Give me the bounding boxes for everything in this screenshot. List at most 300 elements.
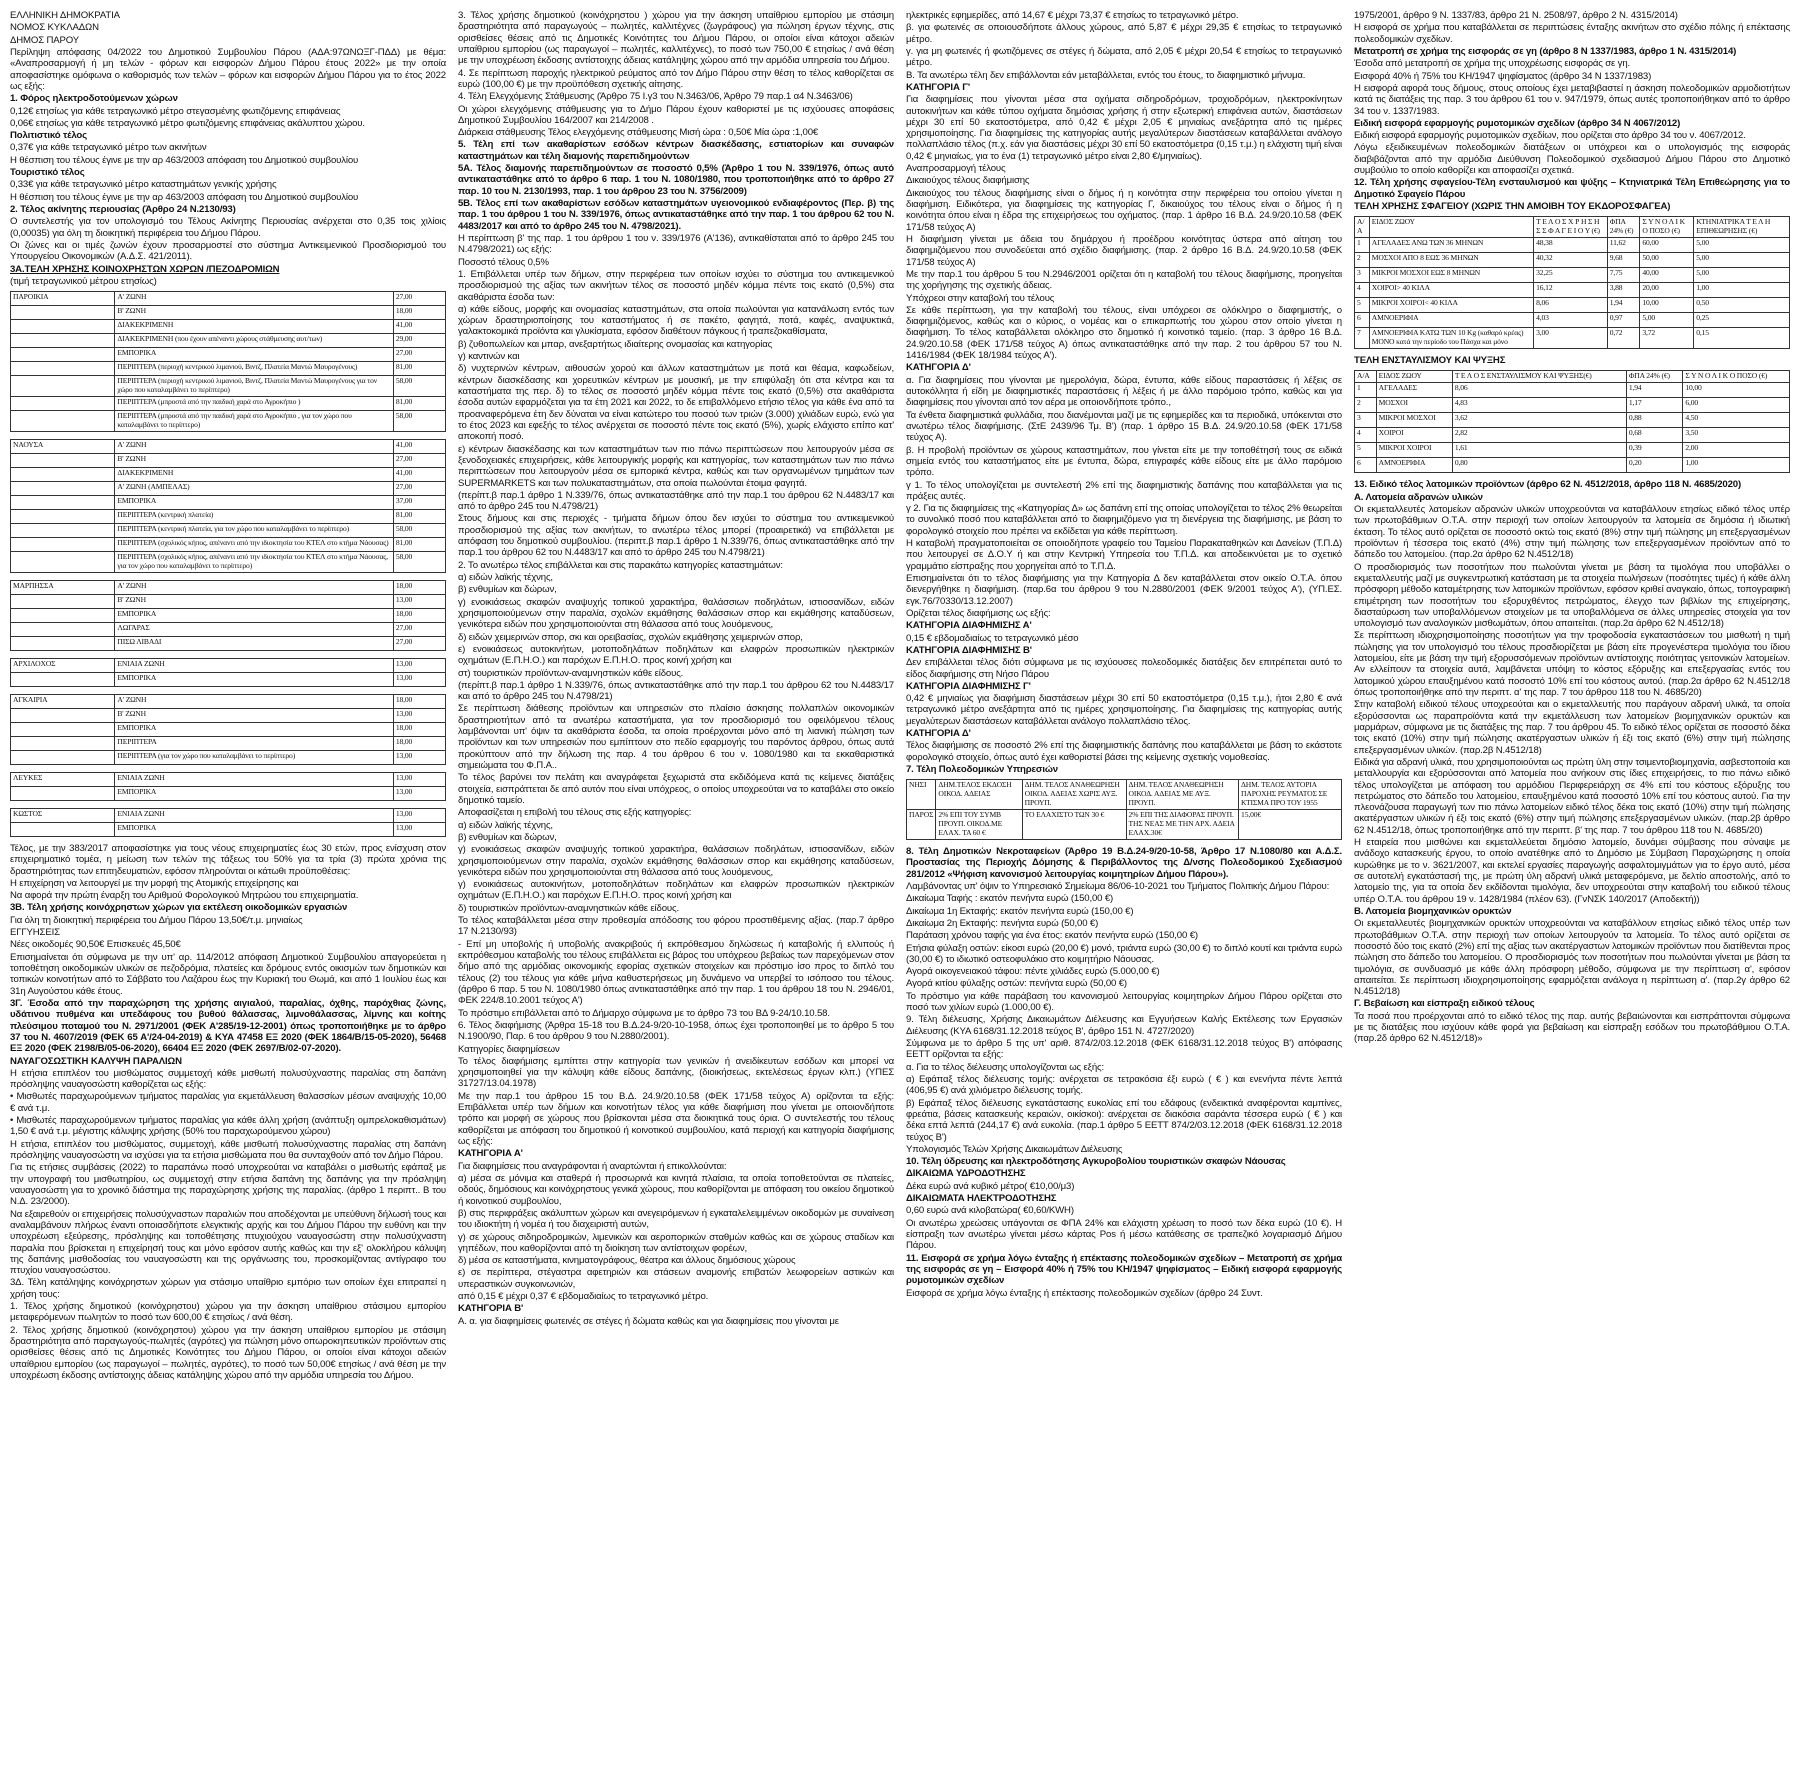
s1-text-e: Η θέσπιση του τέλους έγινε με την αρ 463/2003 απόφαση του Δημοτικού συμβουλίου xyxy=(10,154,359,166)
c2-p25: στ) τουριστικών προϊόντων-αναμνηστικών κάθε είδους. xyxy=(458,667,684,679)
zone-name: ΠΕΡΙΠΤΕΡΑ (σχολικός κήπος, απέναντι από την ιδιοκτησία του ΚΤΕΛ στο κτήμα Νάουσας) xyxy=(115,538,393,552)
category-a-heading: ΚΑΤΗΓΟΡΙΑ Α' xyxy=(458,1148,523,1160)
slaughter-table-row xyxy=(1355,328,1790,349)
s1-text-h: Η θέσπιση του τέλους έγινε με την αρ 463/2003 απόφαση του Δημοτικού συμβουλίου xyxy=(10,191,359,203)
zone-row xyxy=(11,538,446,552)
c3-p42: 9. Τέλη διέλευσης, Χρήσης Δικαιωμάτων Διέλευσης και Εγγυήσεων Καλής Εκτέλεσης των Εργασιών Διέλευσης (ΚΥΑ 6168/31.12.2018 τεύχος Β', άρθρο 151 Ν. 4727/2020) xyxy=(906,1014,1342,1037)
c2-p49: από 0,15 € μέχρι 0,37 € εβδομαδιαίως το τετραγωνικό μέτρο. xyxy=(458,1291,709,1303)
slaughter-table-cell: 5,00 xyxy=(1694,253,1790,268)
urban-table-cell: ΠΑΡΟΣ xyxy=(907,810,936,840)
c2-p24: ε) ενοικιάσεως αυτοκινήτων, μοτοποδηλάτων ποδηλάτων και ελαφρών προσωπικών ηλεκτρικών οχημάτων (Ε.Π.Η.Ο.) και παρόχων Ε.Π.Η.Ο. προς κοινή χρήση και xyxy=(458,643,894,667)
c2-p22: γ) ενοικιάσεως σκαφών αναψυχής τοπικού χαρακτήρα, θαλάσσιων ποδηλάτων, ιστιοσανίδων, ειδών χρησιμοποιούμενων στην παραλία, σχολών εκμάθησης θαλάσσιων σπορ και εκμάθησης καταδύσεων, γενικότερα ειδών που χρησιμοποιούνται στη θάλασσα από τους λουόμενους, xyxy=(458,596,894,631)
zone-price: 58,00 xyxy=(393,524,445,538)
zone-name: ΠΕΡΙΠΤΕΡΑ xyxy=(115,736,393,750)
stabling-table-row xyxy=(1355,428,1790,443)
c3-p2: β. για φωτεινές σε οποιουσδήποτε άλλους χώρους, από 5,87 € μέχρι 29,35 € ετησίως το τετραγωνικό μέτρο. xyxy=(906,22,1342,45)
urban-table-cell: 2% ΕΠΙ ΤΗΣ ΔΙΑΦΟΡΑΣ ΠΡΟΥΠ. ΤΗΣ ΝΕΑΣ ΜΕ ΤΗΝ ΑΡΧ. ΑΔΕΙΑ ΕΛΑΧ.30€ xyxy=(1126,810,1239,840)
zone-area xyxy=(11,672,115,686)
c2-p5: Διάρκεια στάθμευσης Τέλος ελεγχόμενης στάθμευσης Μισή ώρα : 0,50€ Μία ώρα :1,00€ xyxy=(458,127,819,139)
c2-p45: β) στις περιφράξεις ακάλυπτων χώρων και ανεγειρόμενων ή εγκαταλελειμμένων οικοδομών με συναίνεση του ιδιοκτήτη ή νομέα ή του διαχειριστή αυτών, xyxy=(458,1207,894,1231)
zone-row xyxy=(11,334,446,348)
urban-table-header: ΔΗΜ. ΤΕΛΟΣ ΑΥΤΟΡΙΑ ΠΑΡΟΧΗΣ ΡΕΥΜΑΤΟΣ ΣΕ ΚΤΙΣΜΑ ΠΡΟ ΤΟΥ 1955 xyxy=(1239,780,1342,810)
tourist-fee-heading: Τουριστικό τέλος xyxy=(10,167,85,179)
zone-area xyxy=(11,454,115,468)
zone-row xyxy=(11,510,446,524)
zone-name: ΠΕΡΙΠΤΕΡΑ (κεντρική πλατεία, για τον χώρο που καταλαμβάνει το περίπτερο) xyxy=(115,524,393,538)
c2-p4: Οι χώροι ελεγχόμενης στάθμευσης για το Δήμο Πάρου έχουν καθοριστεί με τις ισχύουσες αποφάσεις Δημοτικού Συμβουλίου 164/2007 και 214/2008 . xyxy=(458,103,894,126)
c2-p51: Α. α. για διαφημίσεις φωτεινές σε στέγες ή δώματα καθώς και για διαφημίσεις που γίνονται με xyxy=(458,1315,839,1327)
zone-name: Α' ΖΩΝΗ xyxy=(115,440,393,454)
c2-p20: α) ειδών λαϊκής τέχνης, xyxy=(458,572,553,583)
stabling-table-cell: ΑΜΝΟΕΡΙΦΙΑ xyxy=(1376,458,1452,473)
c2-p38: 6. Τέλος διαφήμισης (Άρθρα 15-18 του Β.Δ.24-9/20-10-1958, όπως έχει τροποποιηθεί με το άρθρο 5 του Ν.1900/90, Παρ. 6 του άρθρου 9 του Ν.2880/2001). xyxy=(458,1019,894,1043)
zone-price: 13,00 xyxy=(393,750,445,764)
stabling-table-header: Α/Α xyxy=(1355,371,1377,383)
stabling-table-cell: 0,68 xyxy=(1626,428,1682,443)
zone-name: Β' ΖΩΝΗ xyxy=(115,454,393,468)
stabling-table-row xyxy=(1355,443,1790,458)
slaughter-table-cell: 5,00 xyxy=(1694,238,1790,253)
c3-p36: Δικαίωμα 2η Εκταφής: πενήντα ευρώ (50,00 €) xyxy=(906,917,1099,929)
stabling-fees-heading: ΤΕΛΗ ΕΝΣΤΑΥΛΙΣΜΟΥ ΚΑΙ ΨΥΞΗΣ xyxy=(1354,355,1506,367)
slaughter-table-cell: 4 xyxy=(1355,283,1370,298)
stabling-table-cell: 6 xyxy=(1355,458,1377,473)
c2-p14: γ) καντινών και xyxy=(458,351,520,363)
zone-row xyxy=(11,764,446,772)
zone-price: 18,00 xyxy=(393,608,445,622)
c2-p2: 4. Σε περίπτωση παροχής ηλεκτρικού ρεύματος από τον Δήμο Πάρου στην θέση το τέλος καθορίζεται σε ευρώ (100,00 €) με την προϋπόθεση σχετικής αίτησης. xyxy=(458,67,894,90)
zone-price: 13,00 xyxy=(393,594,445,608)
c4-p2: Η εισφορά σε χρήμα που καταβάλλεται σε περιπτώσεις ένταξης ακινήτων στο σχέδιο πόλης ή επέκτασης πολεοδομικών σχεδίων. xyxy=(1354,22,1790,45)
category-c-heading: ΚΑΤΗΓΟΡΙΑ Γ' xyxy=(906,81,970,93)
zone-name: ΕΝΙΑΙΑ ΖΩΝΗ xyxy=(115,808,393,822)
zone-row xyxy=(11,650,446,658)
c3-p18: γ 1. Το τέλος υπολογίζεται με συντελεστή 2% επί της διαφημιστικής δαπάνης που καταβάλλεται για τις πράξεις αυτές. xyxy=(906,479,1342,502)
s3c-text-c: • Μισθωτές παραχωρούμενων τμήματος παραλίας για κάθε άλλη χρήση (ανάπτυξη ομπρελοκαθισμάτων) 1,50 € ανά τ.μ. μέγιστης κάλυψης χρήσης (50% του παραχωρούμενου χώρου) xyxy=(10,1115,446,1138)
slaughter-table-cell: 0,50 xyxy=(1694,298,1790,313)
zone-row xyxy=(11,397,446,411)
zone-name: Β' ΖΩΝΗ xyxy=(115,594,393,608)
c4-p5: Εισφορά 40% ή 75% του ΚΗ/1947 ψηφίσματος (άρθρο 34 Ν 1337/1983) xyxy=(1354,70,1652,82)
zone-row xyxy=(11,496,446,510)
zone-price: 58,00 xyxy=(393,411,445,432)
c3-p20: Η καταβολή πραγματοποιείται σε οποιοδήποτε γραφείο του Ταμείου Παρακαταθηκών και Δανείων (Τ.Π.Δ) που λειτουργεί σε Δ.Ο.Υ ή και στην Κεντρική Υπηρεσία του Τ.Π.Δ. και αποδεικνύεται με το σχετικό γραμμάτιο είσπραξης που χορηγείται από το Τ.Π.Δ. xyxy=(906,538,1342,572)
c3-p37: Παράταση χρόνου ταφής για ένα έτος: εκατόν πενήντα ευρώ (150,00 €) xyxy=(906,930,1198,942)
stabling-table-cell: 2,82 xyxy=(1452,428,1626,443)
stabling-table-cell: 4 xyxy=(1355,428,1377,443)
land-to-money-heading: Μετατροπή σε χρήμα της εισφοράς σε γη (άρθρο 8 Ν 1337/1983, άρθρο 1 Ν. 4315/2014) xyxy=(1354,45,1737,57)
slaughter-table-cell: 10,00 xyxy=(1640,298,1694,313)
c2-p44: α) μέσα σε μόνιμα και σταθερά ή προσωρινά και κινητά πλαίσια, τα οποία τοποθετούνται σε πλατείες, οδούς, δημόσιους και κοινόχρηστους γενικά χώρους, που καθορίζονται με απόφαση του οικείου δημοτικού ή κοινοτικού συμβουλίου, xyxy=(458,1172,894,1207)
slaughter-table-cell: 3,00 xyxy=(1534,328,1608,349)
c2-p27: Σε περίπτωση διάθεσης προϊόντων και υπηρεσιών στο πλαίσιο άσκησης πολλαπλών οικονομικών δραστηριοτήτων από τα ανωτέρω καταστήματα, για τον προσδιορισμό του οφειλόμενου τέλους λαμβάνονται υπ' όψιν τα ακαθάριστα έσοδα, τα οποία προέρχονται μόνο από τη λιανική πώληση των προϊόντων και των υπηρεσιών που εμπίπτουν στο πεδίο εφαρμογής του παρόντος άρθρου, όπως αυτά προκύπτουν από την δήλωση της παρ. 4 του άρθρου 6 του ν. 1080/1980 και τα εκκαθαριστικά σημειώματα του Φ.Π.Α.. xyxy=(458,703,894,771)
zone-spacer xyxy=(11,572,446,580)
slaughter-table-cell: 2 xyxy=(1355,253,1370,268)
zone-area xyxy=(11,552,115,573)
c4-p19: Ειδικά για αδρανή υλικά, που χρησιμοποιούνται ως πρώτη ύλη στην τσιμεντοβιομηχανία, ασβεστοποιία και μεταλλουργία και εξορύσσονται από λατομεία που ανήκουν στις ίδιες επιχειρήσεις, το πιο πάνω ειδικό τέλος υπολογίζεται με απόφαση του αρμόδιου Περιφερειάρχη σε 4% επί του κόστους εξόρυξης του πετρώματος στο δάπεδο του λατομείου, επαυξημένου κατά ποσοστό 10% επί του κόστους αυτού. Για την πλεονάζουσα παραγωγή των πιο πάνω λατομείων ειδικό τέλος δέκα τοις εκατό (10%) στην τιμή πώλησης ακατέργαστων υλικών ή έξι τοις εκατό (6%) στην τιμή πώλησης επεξεργασμένων υλικών. (παρ.2β άρθρο 62 Ν.4512/18, όπως τροποποιήθηκε από την περιπτ. β' της παρ. 7 του άρθρου 118 του Ν. 4685/20) xyxy=(1354,756,1790,836)
zone-row xyxy=(11,686,446,694)
slaughter-table-cell: ΑΜΝΟΕΡΙΦΙΑ xyxy=(1369,313,1533,328)
c2-p19: 2. Το ανωτέρω τέλος επιβάλλεται και στις παρακάτω κατηγορίες καταστημάτων: xyxy=(458,559,783,571)
zone-spacer xyxy=(11,800,446,808)
zone-row xyxy=(11,672,446,686)
stabling-table-cell: 0,88 xyxy=(1626,413,1682,428)
stabling-table-header: ΦΠΑ 24% (€) xyxy=(1626,371,1682,383)
zone-price: 81,00 xyxy=(393,362,445,376)
c3-p15: α. Για διαφημίσεις που γίνονται με ημερολόγια, δώρα, έντυπα, κάθε είδους παραστάσεις ή λέξεις σε αυτοκόλλητα ή είδη με διαφημιστικές παραστάσεις ή λέξεις ή με άλλο παρόμοιο τρόπο, καθώς και για διαφημίσεις που γίνονται από τον αέρα με οποιονδήποτε τρόπο., xyxy=(906,374,1342,409)
zone-area xyxy=(11,397,115,411)
stabling-table-cell: ΜΙΚΡΟΙ ΜΟΣΧΟΙ xyxy=(1376,413,1452,428)
slaughter-table-cell: 5,00 xyxy=(1694,268,1790,283)
slaughter-table-row xyxy=(1355,298,1790,313)
c4-p20: Η εταιρεία που μισθώνει και εκμεταλλεύεται δημόσιο λατομείο, δυνάμει σύμβασης που σύναψε με ανάδοχο κατασκευής έργου, το οποίο ανατέθηκε από το Δημόσιο με Σύμβαση Παραχώρησης η οποία κυρώθηκε με το ν. 3621/2007, και εκτελεί εργασίες παραγωγής ασφαλτομιγμάτων για το έργο αυτό, μέσα σε αυτοτελή εγκατάστασή της, με πρώτη ύλη αδρανή υλικά μεταφερόμενα, με δελτίο αποστολής, από το λατομείο της, για τα οποία δεν εκδίδονται τιμολόγια, δεν υποχρεούται στην καταβολή του ειδικού τέλους υπέρ Ο.Τ.Α. του άρθρου 19 ν. 1428/1984 (πλέον 63). (ΓνΝΣΚ 140/2017 (Αποδεκτή)) xyxy=(1354,837,1790,905)
stabling-table-cell: 4,50 xyxy=(1683,413,1790,428)
power-supply-heading: ΔΙΚΑΙΩΜΑΤΑ ΗΛΕΚΤΡΟΔΟΤΗΣΗΣ xyxy=(906,1193,1057,1205)
c4-p22: Οι εκμεταλλευτές βιομηχανικών ορυκτών υποχρεούνται να καταβάλλουν ετησίως ειδικό τέλος υπέρ των πρωτοβάθμιων Ο.Τ.Α. στην περιοχή των οποίων λειτουργούν τα λατομεία. Το τέλος αυτό ορίζεται σε ποσοστό δύο τοις εκατό (2%) επί της αξίας των ακατέργαστων λατομικών προϊόντων που διατίθενται προς πώληση στο δάπεδο του λατομείου. Ο προσδιορισμός των ποσοτήτων που πωλούνται γίνεται με βάση τα τιμολόγια, σε συνδυασμό με κάθε άλλη πρόσφορη μέθοδο, σύμφωνα με την περίπτωση α', εφόσον απαιτείται. Σε περίπτωση ιδιοχρησιμοποίησης εφαρμόζεται ανάλογα η περίπτωση α'. (παρ.2γ άρθρο 62 Ν.4512/18) xyxy=(1354,918,1790,998)
slaughter-table-cell: 40,32 xyxy=(1534,253,1608,268)
slaughter-table-header: ΦΠΑ 24% (€) xyxy=(1607,217,1640,238)
zone-price: 13,00 xyxy=(393,808,445,822)
column-1 xyxy=(10,10,446,1768)
stabling-table-cell: 0,20 xyxy=(1626,458,1682,473)
slaughter-table-cell: 1 xyxy=(1355,238,1370,253)
zone-area xyxy=(11,622,115,636)
slaughter-table-cell: 0,97 xyxy=(1607,313,1640,328)
zone-price: 27,00 xyxy=(393,292,445,306)
zone-area xyxy=(11,306,115,320)
zone-price: 13,00 xyxy=(393,658,445,672)
c3-p9: Δικαιούχος του τέλους διαφήμισης είναι ο δήμος ή η κοινότητα στην περιφέρεια του οποίου γίνεται η διαφήμιση. Ειδικότερα, για διαφημίσεις της κατηγορίας Γ, δικαιούχος του τέλους είναι ο δήμος ή η κοινότητα όπου είναι η έδρα της επιχειρήσεως του οχήματος. (παρ. 1 άρθρο 16 Β.Δ. 24.9/20.10.58 (ΦΕΚ 171/58 τεύχος Α) xyxy=(906,187,1342,233)
stabling-table-cell: 3,62 xyxy=(1452,413,1626,428)
c2-p18: Στους δήμους και στις περιοχές - τμήματα δήμων όπου δεν ισχύει το σύστημα του αντικειμενικού προσδιορισμού της αξίας των ακινήτων, το ανωτέρω τέλος μπορεί (προαιρετικά) να επιβάλλεται με απόφαση του δημοτικού συμβουλίου. (περιπτ.β παρ.1 άρθρο 1 Ν.339/76, όπως αντικαταστάθηκε από την παρ.1 του άρθρου 62 του Ν.4483/17 και από το άρθρο 245 του Ν.4798/21) xyxy=(458,513,894,559)
zone-row xyxy=(11,750,446,764)
zone-area xyxy=(11,482,115,496)
c2-p33: γ) ενοικιάσεως αυτοκινήτων, μοτοποδηλάτων ποδηλάτων και ελαφρών προσωπικών ηλεκτρικών οχημάτων (Ε.Π.Η.Ο.) και παρόχων Ε.Π.Η.Ο. προς κοινή χρήση και xyxy=(458,879,894,902)
slaughter-table-cell: 48,38 xyxy=(1534,238,1608,253)
s3c-text-b: • Μισθωτές παραχωρούμενων τμήματος παραλίας για εκμετάλλευση θαλασσίων μέσων αναψυχής 10,00 € ανά τ.μ. xyxy=(10,1091,446,1114)
zone-price: 27,00 xyxy=(393,622,445,636)
section-5b-heading: 5Β. Τέλος επί των ακαθαρίστων εσόδων καταστημάτων υγειονομικού ενδιαφέροντος (Περ. β) της παρ. 1 του άρθρου 1 του Ν. 339/1976, όπως αντικαταστάθηκε από την παρ. 1 του άρθρου 62 του Ν. 4483/2017 και από το άρθρο 245 του Ν. 4798/2021). xyxy=(458,198,894,232)
c2-p1: 3. Τέλος χρήσης δημοτικού (κοινόχρηστου ) χώρου για την άσκηση υπαίθριου εμπορίου με στάσιμη δραστηριότητα από παραγωγούς – πωλητές, καλλιτέχνες (ζωγράφους) για πώληση έργων τέχνης, στις ορισθείσες θέσεις από τις Δημοτικές Κοινότητες του Δήμου Πάρου, οι οποίοι είναι κάτοχοι αδειών υπαίθριου εμπορίου (ως παραγωγοί – πωλητές, καλλιτέχνες), το ποσό των 750,00 € ετησίως / ανά θέση με την υποχρέωση έκδοσης αντίστοιχης άδειας κατάληψης χώρου από την αρμόδια υπηρεσία του Δήμου. xyxy=(458,10,894,67)
stabling-table-cell: 3,50 xyxy=(1683,428,1790,443)
c3-p41: Το πρόστιμο για κάθε παράβαση του κανονισμού λειτουργίας κοιμητηρίων Δήμου Πάρου ορίζεται στο ποσό των χιλίων ευρώ (1.000,00 €). xyxy=(906,990,1342,1014)
stabling-table-cell: ΜΙΚΡΟΙ ΧΟΙΡΟΙ xyxy=(1376,443,1452,458)
c3-p40: Αγορά κιτίου φύλαξης οστών: πενήντα ευρώ (50,00 €) xyxy=(906,978,1127,990)
zone-area xyxy=(11,722,115,736)
zone-name: Α' ΖΩΝΗ (ΑΜΠΕΛΑΣ) xyxy=(115,482,393,496)
c2-p35: Το τέλος καταβάλλεται μέσα στην προθεσμία απόδοσης του φόρου προστιθέμενης αξίας. (παρ.7 άρθρο 17 Ν.2130/93) xyxy=(458,915,894,938)
zone-area: ΠΑΡΟΙΚΙΑ xyxy=(11,292,115,306)
slaughter-table-cell: 60,00 xyxy=(1640,238,1694,253)
slaughter-table-header: ΚΤΗΝΙΑΤΡΙΚΑ Τ Ε Λ Η ΕΠΙΘΕΩΡΗΣΗΣ (€) xyxy=(1694,217,1790,238)
slaughter-table-cell: 7,75 xyxy=(1607,268,1640,283)
urban-table-header: ΔΗΜ. ΤΕΛΟΣ ΑΝΑΘΕΩΡΗΣΗ ΟΙΚΟΔ. ΑΔΕΙΑΣ ΜΕ ΑΥΞ. ΠΡΟΥΠ. xyxy=(1126,780,1239,810)
c4-p18: Στην καταβολή ειδικού τέλους υποχρεούται και ο εκμεταλλευτής που παράγουν αδρανή υλικά, τα οποία εξορύσσονται ως παραπροϊόντα κατά την εκμετάλλευση των λατομείων βιομηχανικών ορυκτών και μαρμάρων, σύμφωνα με τις διατάξεις της παρ. 7 του άρθρου 45. Το ειδικό τέλος ορίζεται σε ποσοστό δέκα τοις εκατό (10%) στην τιμή πώλησης ακατέργαστων υλικών ή έξι τοις εκατό (6%) στην τιμή πώλησης επεξεργασμένων υλικών. (παρ.2β Ν.4512/18) xyxy=(1354,699,1790,756)
zone-row xyxy=(11,772,446,786)
zone-name: ΔΙΑΚΕΚΡΙΜΕΝΗ xyxy=(115,468,393,482)
guarantees-heading: ΕΓΓΥΗΣΕΙΣ xyxy=(10,927,60,939)
zone-price: 37,00 xyxy=(393,496,445,510)
slaughter-table-row xyxy=(1355,253,1790,268)
slaughter-table-cell: ΑΓΕΛΑΔΕΣ ΑΝΩ ΤΩΝ 36 ΜΗΝΩΝ xyxy=(1369,238,1533,253)
zone-row xyxy=(11,708,446,722)
urban-table-header: ΔΗΜ.ΤΕΛΟΣ ΕΚΔΟΣΗ ΟΙΚΟΔ. ΑΔΕΙΑΣ xyxy=(936,780,1022,810)
c3-p44: α. Για το τέλος διέλευσης υπολογίζονται ως εξής: xyxy=(906,1061,1104,1073)
zone-name: ΕΜΠΟΡΙΚΑ xyxy=(115,672,393,686)
zone-area xyxy=(11,468,115,482)
s3d-text-1: 1. Τέλος χρήσης δημοτικού (κοινόχρηστου) χώρου για την άσκηση υπαίθριου στάσιμου εμπορίου μεταφερόμενων πωλητών το ποσό των 600,00 € ετησίως / ανά θέση. xyxy=(10,1301,446,1324)
zone-row xyxy=(11,786,446,800)
slaughter-table-cell: 4,03 xyxy=(1534,313,1608,328)
c4-p9: Λόγω εξειδικευμένων πολεοδομικών διατάξεων οι υπόχρεοι και ο υπολογισμός της εισφοράς διαβιβάζονται από την αρμόδια Διεύθυνση Πολεοδομικού σχεδιασμού Δήμου Πάρου στο Δημοτικό συμβούλιο το οποίο καθορίζει και αποφασίζει σχετικά. xyxy=(1354,142,1790,177)
c3-p46: β) Εφάπαξ τέλος διέλευσης εγκατάστασης ευκολίας επί του εδάφους (ενδεικτικά αναφέρονται καμπίνες, φρεάτια, βάσεις κατασκευής κεραιών, οικίσκοι): ανέρχεται σε διακόσια σαράντα τέσσερα ευρώ ( € ) και δέκα επτά λεπτά (244,17 €) ανά ευκολία. (παρ.1 άρθρο 5 ΕΕΤΤ 874/2/03.12.2018 (ΦΕΚ 6168/31.12.2018 τεύχος Β') xyxy=(906,1097,1342,1143)
c3-p7: Αναπροσαρμογή τέλους xyxy=(906,163,1006,175)
zone-area xyxy=(11,708,115,722)
zone-row xyxy=(11,736,446,750)
c3-p8: Δικαιούχος τέλους διαφήμισης xyxy=(906,175,1030,187)
c3-p1: ηλεκτρικές εφημερίδες, από 14,67 € μέχρι 73,37 € ετησίως το τετραγωνικό μέτρο. xyxy=(906,10,1239,21)
zone-row xyxy=(11,432,446,440)
zone-price: 41,00 xyxy=(393,440,445,454)
zone-row xyxy=(11,608,446,622)
zone-name: ΠΕΡΙΠΤΕΡΑ (μπροστά από την παιδική χαρά στο Αγροκήπιο , για τον χώρο που καταλαμβάνει το περίπτερο) xyxy=(115,411,393,432)
header-prefecture: ΝΟΜΟΣ ΚΥΚΛΑΔΩΝ xyxy=(10,22,99,34)
c2-p46: γ) σε χώρους σιδηροδρομικών, λιμενικών και αεροπορικών σταθμών καθώς και σε χώρους σταδίων και γηπέδων, που καθορίζονται από τη διοίκηση των αντίστοιχων φορέων, xyxy=(458,1231,894,1254)
zone-name: Β' ΖΩΝΗ xyxy=(115,306,393,320)
zone-row xyxy=(11,722,446,736)
slaughter-table-row xyxy=(1355,268,1790,283)
stabling-table-cell: ΑΓΕΛΑΔΕΣ xyxy=(1376,383,1452,398)
s3b-text-d: Επισημαίνεται ότι σύμφωνα με την υπ' αρ. 114/2012 απόφαση Δημοτικού Συμβουλίου απαγορεύεται η τοποθέτηση οικοδομικών υλικών σε πεζοδρόμια, πλατείες και δρόμους εντός οικισμών των δημοτικών και τοπικών κοινοτήτων από το Σάββατο του Λαζάρου έως την Κυριακή του Θωμά, και από 1 Ιουλίου έως και 31η Αυγούστου κάθε έτους. xyxy=(10,951,446,997)
zone-price: 13,00 xyxy=(393,708,445,722)
zone-row xyxy=(11,658,446,672)
slaughterhouse-fees-table xyxy=(1354,216,1790,349)
c2-p23: δ) ειδών χειμερινών σπορ, σκι και ορειβασίας, σχολών εκμάθησης χειμερινών σπορ, xyxy=(458,631,803,643)
water-supply-heading: ΔΙΚΑΙΩΜΑ ΥΔΡΟΔΟΤΗΣΗΣ xyxy=(906,1168,1026,1180)
stabling-table-row xyxy=(1355,458,1790,473)
c2-p39: Κατηγορίες διαφημίσεων xyxy=(458,1043,560,1055)
s2-text-b: Οι ζώνες και οι τιμές ζωνών έχουν προσαρμοστεί στο σύστημα Αντικειμενικού Προσδιορισμού του Υπουργείου Οικονομικών (Α.Δ.Σ. 421/2011). xyxy=(10,239,446,263)
slaughter-table-cell: 1,94 xyxy=(1607,298,1640,313)
header-republic: ΕΛΛΗΝΙΚΗ ΔΗΜΟΚΡΑΤΙΑ xyxy=(10,10,120,21)
zone-row xyxy=(11,482,446,496)
young-entrepreneurs-text: Τέλος, με την 383/2017 αποφασίστηκε για τους νέους επιχειρηματίες έως 30 ετών, προς ενίσχυση στον επιχειρηματικό τομέα, η μείωση των τελών της τάξεως του 50% για τα τρία (3) πρώτα χρόνια της δραστηριότητας των επιτηδευματιών, εφόσον πληρούνται οι κάτωθι προϋποθέσεις: xyxy=(10,842,446,877)
c3-p4: Β. Τα ανωτέρω τέλη δεν επιβάλλονται εάν μεταβάλλεται, εντός του έτους, το διαφημιστικό μήνυμα. xyxy=(906,69,1306,81)
stabling-table-header: Σ Υ Ν Ο Λ Ι Κ Ο ΠΟΣΟ (€) xyxy=(1683,371,1790,383)
special-contribution-heading: Ειδική εισφορά εφαρμογής ρυμοτομικών σχεδίων (άρθρο 34 Ν 4067/2012) xyxy=(1354,117,1681,129)
s2-text-a: Ο συντελεστής για τον υπολογισμό του Τέλους Ακίνητης Περιουσίας ανέρχεται στο 0,35 τοις χιλίοις (0,00035) για όλη τη διοικητική περιφέρεια του Δήμου Πάρου. xyxy=(10,216,446,239)
condition-2: Να αφορά την πρώτη έναρξη του Αριθμού Φορολογικού Μητρώου του επιχειρηματία. xyxy=(10,890,359,902)
c3-p43: Σύμφωνα με το άρθρο 5 της υπ' αριθ. 874/2/03.12.2018 (ΦΕΚ 6168/31.12.2018 τεύχος Β') απόφασης ΕΕΤΤ ορίζονται τα εξής: xyxy=(906,1038,1342,1061)
c4-p17: Σε περίπτωση ιδιοχρησιμοποίησης ποσοτήτων για την τροφοδοσία εγκαταστάσεων του μισθωτή η τιμή πώλησης για τον υπολογισμό του τέλους προσδιορίζεται με βάση είτε προγενέστερα τιμολόγια του ίδιου λατομείου, είτε με βάση την τιμή εξορυσσόμενων προϊόντων αντίστοιχης ποιότητας γειτονικών λατομείων. Αν ελλείπουν τα στοιχεία αυτά, λαμβάνεται υπόψη το κόστος εξόρυξης και επεξεργασίας εντός του λατομικού χώρου επαυξημένου κατά ποσοστό 10% επί του κόστους αυτού. (παρ.2α άρθρο 62 Ν.4512/18 όπως τροποποιήθηκε από την περιπτ. α' της παρ. 7 του άρθρου 118 του Ν. 4685/20) xyxy=(1354,630,1790,699)
c2-p31: β) ενθυμίων και δώρων, xyxy=(458,831,557,843)
c3-p50: Δέκα ευρώ ανά κυβικό μέτρο( €10,00/μ3) xyxy=(906,1180,1075,1192)
zone-row xyxy=(11,524,446,538)
zone-name: ΕΜΠΟΡΙΚΑ xyxy=(115,348,393,362)
zone-area xyxy=(11,334,115,348)
zone-spacer xyxy=(11,650,446,658)
zone-area xyxy=(11,524,115,538)
header-municipality: ΔΗΜΟΣ ΠΑΡΟΥ xyxy=(10,34,80,46)
c3-p33: Λαμβάνοντας υπ' όψιν το Υπηρεσιακό Σημείωμα 86/06-10-2021 του Τμήματος Πολιτικής Δήμου Πάρου: xyxy=(906,880,1330,892)
slaughter-table-header: Α/Α xyxy=(1355,217,1370,238)
c2-p10: Ποσοστό τέλους 0,5% xyxy=(458,256,549,268)
zone-price: 41,00 xyxy=(393,320,445,334)
section-11-heading: 11. Εισφορά σε χρήμα λόγω ένταξης ή επέκτασης πολεοδομικών σχεδίων – Μετατροπή σε χρήμα της εισφοράς σε γη – Εισφορά 40% ή 75% του ΚΗ/1947 ψηφίσματος – Ειδική εισφορά εφαρμογής ρυμοτομικών σχεδίων xyxy=(906,1252,1342,1287)
c3-p45: α) Εφάπαξ τέλος διέλευσης τομής: ανέρχεται σε τετρακόσια έξι ευρώ ( € ) και ενενήντα πέντε λεπτά (406,95 €) ανά χιλιόμετρο διέλευσης τομής. xyxy=(906,1073,1342,1097)
c3-p35: Δικαίωμα 1η Εκταφής: εκατόν πενήντα ευρώ (150,00 €) xyxy=(906,905,1134,917)
s1-text-g: 0,33€ για κάθε τετραγωνικό μέτρο καταστημάτων γενικής χρήσης xyxy=(10,179,277,191)
c2-p11: 1. Επιβάλλεται υπέρ των δήμων, στην περιφέρεια των οποίων ισχύει το σύστημα του αντικειμενικού προσδιορισμού της αξίας των ακινήτων τέλος σε ποσοστό μηδέν κόμμα πέντε τοις εκατό (0,5%) στα ακαθάριστα έσοδα των: xyxy=(458,268,894,303)
zone-row xyxy=(11,822,446,836)
zone-row xyxy=(11,808,446,822)
zone-price: 27,00 xyxy=(393,636,445,650)
category-b-heading: ΚΑΤΗΓΟΡΙΑ Β' xyxy=(458,1303,524,1315)
slaughter-table-cell: 5,00 xyxy=(1640,313,1694,328)
c2-p3: 4. Τέλη Ελεγχόμενης Στάθμευσης (Άρθρο 75 Ι.γ3 του Ν.3463/06, Άρθρο 79 παρ.1 α4 Ν.3463/06) xyxy=(458,91,853,103)
c3-p10: Η διαφήμιση γίνεται με άδεια του δημάρχου ή προέδρου κοινότητας ύστερα από αίτηση του διαφημιζόμενου που συνοδεύεται από σχέδιο διαφήμισης. (παρ. 2 άρθρο 16 Β.Δ. 24.9/20.10.58 (ΦΕΚ 171/58 τεύχος Α) xyxy=(906,233,1342,268)
stabling-fees-table xyxy=(1354,370,1790,473)
stabling-table-cell: 0,80 xyxy=(1452,458,1626,473)
stabling-table-row xyxy=(1355,383,1790,398)
c3-p47: Υπολογισμός Τελών Χρήσης Δικαιωμάτων Διέλευσης xyxy=(906,1143,1123,1155)
c2-p41: Με την παρ.1 του άρθρου 15 του Β.Δ. 24.9/20.10.58 (ΦΕΚ 171/58 τεύχος Α) ορίζονται τα εξής: Επιβάλλεται υπέρ των δήμων και κοινοτήτων τέλος για κάθε διαφήμιση που γίνεται με οποιονδήποτε τρόπο και μορφή σε χώρους που βρίσκονται μέσα στα διοικητικά τους όρια. Ο συντελεστής του τέλους καθορίζεται με απόφαση του δημοτικού ή κοινοτικού συμβουλίου, κατά περιοχή και κατηγορία διαφήμισης ως εξής: xyxy=(458,1090,894,1147)
zone-price: 58,00 xyxy=(393,376,445,397)
zone-area: ΛΕΥΚΕΣ xyxy=(11,772,115,786)
zone-name: ΔΙΑΚΕΚΡΙΜΕΝΗ xyxy=(115,320,393,334)
ad-category-a-heading: ΚΑΤΗΓΟΡΙΑ ΔΙΑΦΗΜΙΣΗΣ Α' xyxy=(906,620,1032,632)
slaughter-table-row xyxy=(1355,238,1790,253)
c4-p4: Έσοδα από μετατροπή σε χρήμα της υποχρέωσης εισφοράς σε γη. xyxy=(1354,58,1631,70)
zone-row xyxy=(11,800,446,808)
c3-p6: Για διαφημίσεις που γίνονται μέσα στα οχήματα σιδηροδρόμων, τροχιοδρόμων, ηλεκτροκίνητων αυτοκινήτων και κάθε τύπου οχήματα δημόσιας χρήσης ή στην εξωτερική επιφάνεια αυτών, διαστάσεων μέχρι 30 επί 50 εκατοστόμετρα, από 0,42 € μέχρι 2,05 € μηνιαίως ανεξάρτητα από τις ημέρες χρησιμοποίησης. Για διαφημίσεις της κατηγορίας αυτής μεγαλύτερων διαστάσεων καταβάλλεται ανάλογο πολλαπλάσιο τέλος (π.χ. εάν για διαστάσεις μέχρι 30 επί 50 εκατοστόμετρα (0,15 τ.μ.) η ελάχιστη τιμή είναι 0,42 € μηνιαίως, για το ένα (1) τετραγωνικό μέτρο είναι 2,80 €/μηνιαίως). xyxy=(906,94,1342,162)
c4-p1: 1975/2001, άρθρο 9 Ν. 1337/83, άρθρο 21 Ν. 2508/97, άρθρο 2 Ν. 4315/2014) xyxy=(1354,10,1678,21)
c3-p55: Εισφορά σε χρήμα λόγω ένταξης ή επέκτασης πολεοδομικών σχεδίων (άρθρο 24 Συντ. xyxy=(906,1287,1263,1299)
slaughter-table-cell: ΧΟΙΡΟΙ> 40 ΚΙΛΑ xyxy=(1369,283,1533,298)
zone-price: 13,00 xyxy=(393,672,445,686)
urban-table-header: ΔΗΜ. ΤΕΛΟΣ ΑΝΑΘΕΩΡΗΣΗ ΟΙΚΟΔ. ΑΔΕΙΑΣ ΧΩΡΙΣ ΑΥΞ. ΠΡΟΥΠ. xyxy=(1022,780,1126,810)
zone-area: ΚΩΣΤΟΣ xyxy=(11,808,115,822)
c3-p52: 0,60 ευρώ ανά κιλοβατώρα( €0,60/KWH) xyxy=(906,1205,1074,1217)
zone-row xyxy=(11,580,446,594)
c3-p39: Αγορά οικογενειακού τάφου: πέντε χιλιάδες ευρώ (5.000,00 €) xyxy=(906,966,1160,978)
c2-p12: α) κάθε είδους, μορφής και ονομασίας καταστημάτων, στα οποία πωλούνται για κατανάλωση εντός των χώρων δραστηριοποίησης του καταστήματος ή σε πακέτο, φαγητά, ποτά, καφές, αναψυκτικά, γαλακτοκομικά προϊόντα και γλυκίσματα, εφόσον διαθέτουν πάγκους ή τραπεζοκαθίσματα, xyxy=(458,303,894,338)
zone-area: ΝΑΟΥΣΑ xyxy=(11,440,115,454)
zone-area xyxy=(11,411,115,432)
zone-spacer xyxy=(11,764,446,772)
zone-price: 58,00 xyxy=(393,552,445,573)
slaughter-table-cell: 5 xyxy=(1355,298,1370,313)
zone-name: ΠΕΡΙΠΤΕΡΑ (περιοχή κεντρικού λιμανιού, Βιντζ, Πλατεία Μαντώ Μαυρογένους για τον χώρο που καταλαμβάνει το περίπτερο) xyxy=(115,376,393,397)
zone-row xyxy=(11,348,446,362)
lifeguard-heading: ΝΑΥΑΓΟΣΩΣΤΙΚΗ ΚΑΛΥΨΗ ΠΑΡΑΛΙΩΝ xyxy=(10,1055,182,1067)
stabling-table-cell: 10,00 xyxy=(1683,383,1790,398)
zone-price: 27,00 xyxy=(393,482,445,496)
c2-p16: ε) κέντρων διασκέδασης και των καταστημάτων των πιο πάνω περιπτώσεων που λειτουργούν μέσα σε ξενοδοχειακές επιχειρήσεις, κάθε λειτουργικής μορφής και κατηγορίας, των καταστημάτων των πιο πάνω περιπτώσεων που λειτουργούν μέσα σε εμπορικά κέντρα, καθώς και των οργανωμένων τμημάτων των SUPERMARKETS και των πολυκαταστημάτων, στα οποία πωλούνται έτοιμα φαγητά. xyxy=(458,443,894,489)
s3c-text-e: Για τις ετήσιες συμβάσεις (2022) το παραπάνω ποσό υποχρεούται να καταβάλει ο μισθωτής εφάπαξ με την υπογραφή του μισθωτηρίου, ως συμμετοχή στην ετήσια δαπάνη της δαπάνης για την πρόσληψη ναυαγοσώστη για το χρονικό διάστημα της παραχώρησης χρήσης της παραλίας. (άρθρο 1 περιπτ.. Β του Ν.Δ. 23/2000). xyxy=(10,1162,446,1208)
zone-name: ΔΙΑΚΕΚΡΙΜΕΝΗ (που έχουν απέναντι χώρους στάθμευσης αυτ/των) xyxy=(115,334,393,348)
zone-area xyxy=(11,608,115,622)
c3-p16: Τα ένθετα διαφημιστικά φυλλάδια, που διανέμονται μαζί με τις εφημερίδες και τα περιοδικά, υπόκεινται στο ανωτέρω τέλος διαφήμισης. (ΣτΕ 2439/96 Τμ. Β') (παρ. 1 άρθρο 15 Β.Δ. 24.9/20.10.58 (ΦΕΚ 171/58 τεύχος Α). xyxy=(906,409,1342,444)
zone-area xyxy=(11,786,115,800)
zone-row xyxy=(11,306,446,320)
slaughter-table-cell: 0,25 xyxy=(1694,313,1790,328)
s1-text-a: 0,12€ ετησίως για κάθε τετραγωνικό μέτρο στεγασμένης φωτιζόμενης επιφάνειας xyxy=(10,105,341,117)
zone-name: Β' ΖΩΝΗ xyxy=(115,708,393,722)
c2-p47: δ) μέσα σε καταστήματα, κινηματογράφους, θέατρα και άλλους δημόσιους χώρους xyxy=(458,1255,796,1267)
zone-price: 18,00 xyxy=(393,736,445,750)
zone-row xyxy=(11,622,446,636)
stabling-table-cell: 3 xyxy=(1355,413,1377,428)
stabling-table-cell: 5 xyxy=(1355,443,1377,458)
zone-price: 13,00 xyxy=(393,786,445,800)
urban-planning-fees-table xyxy=(906,779,1342,840)
zone-spacer xyxy=(11,432,446,440)
zone-area: ΜΑΡΠΗΣΣΑ xyxy=(11,580,115,594)
slaughter-table-cell: 40,00 xyxy=(1640,268,1694,283)
stabling-table-cell: 1 xyxy=(1355,383,1377,398)
zone-price: 81,00 xyxy=(393,397,445,411)
zone-name: ΛΩΓΑΡΑΣ xyxy=(115,622,393,636)
zone-price: 29,00 xyxy=(393,334,445,348)
zone-name: ΕΜΠΟΡΙΚΑ xyxy=(115,822,393,836)
urban-table-header: ΝΗΣΙ xyxy=(907,780,936,810)
ad-category-d-heading: ΚΑΤΗΓΟΡΙΑ Δ' xyxy=(906,728,971,740)
zone-row xyxy=(11,572,446,580)
zone-area: ΑΡΧΙΛΟΧΟΣ xyxy=(11,658,115,672)
zone-price: 18,00 xyxy=(393,306,445,320)
s1-text-d: 0,37€ για κάθε τετραγωνικό μέτρο των ακινήτων xyxy=(10,142,207,154)
c3-p12: Υπόχρεοι στην καταβολή του τέλους xyxy=(906,292,1055,304)
slaughter-table-cell: ΑΜΝΟΕΡΙΦΙΑ ΚΑΤΩ ΤΩΝ 10 Kg (καθαρό κρέας) ΜΟΝΟ κατά την περίοδο του Πάσχα και μόνο xyxy=(1369,328,1533,349)
c2-p15: δ) νυχτερινών κέντρων, αιθουσών χορού και άλλων καταστημάτων με ποτά και θέαμα, καφωδείων, κέντρων διασκέδασης και χορευτικών κέντρων με μουσική, με την επιφύλαξη ότι στα κέντρα και τα καταστήματα της περ. δ) το τέλος σε ποσοστό μηδέν κόμμα πέντε τοις εκατό (0,5%) στα ακαθάριστα έσοδα αυτών εφαρμόζεται για τα έτη 2021 και 2022, το δε επιβαλλόμενο ετήσιο τέλος για κάθε ένα από τα προαναφερόμενα έτη δεν δύναται να είναι κατώτερο του ποσού των τριών (3.000) χιλιάδων ευρώ, ενώ για το έτος 2023 και εφεξής το τέλος ανέρχεται σε ποσοστό πέντε τοις εκατό (5%), χωρίς ελάχιστο επίπο κατ' αποκοπή ποσό. xyxy=(458,363,894,443)
zone-price: 81,00 xyxy=(393,538,445,552)
zone-row xyxy=(11,440,446,454)
zone-name: ΕΝΙΑΙΑ ΖΩΝΗ xyxy=(115,772,393,786)
zone-row xyxy=(11,468,446,482)
zone-price: 13,00 xyxy=(393,822,445,836)
slaughter-table-cell: 0,72 xyxy=(1607,328,1640,349)
zone-name: ΠΕΡΙΠΤΕΡΑ (για τον χώρο που καταλαμβάνει το περίπτερο) xyxy=(115,750,393,764)
s3c-text-f: Να εξαιρεθούν οι επιχειρήσεις πολυσύχναστων παραλιών που αποδέχονται με υπεύθυνη δήλωσή τους και αναλαμβάνουν πλήρως έναντι οποιασδήποτε ελεγκτικής αρχής και του Δήμου Πάρου την ευθύνη και την υποχρέωση εξεύρεσης, πρόσληψης και τοποθέτησης πτυχιούχου ναυαγοσώστη στην πολυσύχναστη παραλία που βρίσκεται η επιχείρησή τους και μόνο εφόσον αυτής καθώς και την εξ' ολοκλήρου κάλυψη της δαπάνης μισθοδοσίας του ναυαγοσώστη και της οργάνωσης του, προσκομίζοντας αντίγραφο του πτυχίου ναυαγοσώστου. xyxy=(10,1208,446,1277)
zone-row xyxy=(11,320,446,334)
slaughter-table-cell: 3,72 xyxy=(1640,328,1694,349)
c3-p3: γ. για μη φωτεινές ή φωτιζόμενες σε στέγες ή δώματα, από 2,05 € μέχρι 20,54 € ετησίως το τετραγωνικό μέτρο. xyxy=(906,45,1342,69)
c2-p36: - Επί μη υποβολής ή υποβολής ανακριβούς ή εκπρόθεσμου δηλώσεως ή καταβολής ή ελλιπούς ή εκπρόθεσμου καταβολής του τέλους επιβάλλεται εις βάρος του υπόχρεου βεβαίως των παρεχόμενων στον δήμο από της αρμόδιας οικονομικής εφορίας σχετικών στοιχείων και πρόστιμο ίσο προς το διπλό του τέλους (2) του τέλους για κάθε μήνα καθυστερήσεως μη δυνάμενο να υπερβεί το ισόποσο του τέλους. (άρθρο 6 παρ. 5 του Ν. 1080/1980 όπως αντικαταστάθηκε από την παρ. 1 του άρθρου 18 του Ν. 2946/01, ΦΕΚ 224/8.10.2001 τεύχος Α') xyxy=(458,938,894,1007)
section-12-heading: 12. Τέλη χρήσης σφαγείου-Τέλη ενσταυλισμού και ψύξης – Κτηνιατρικά Τέλη Επιθεώρησης για το Δημοτικό Σφαγείο Πάρου xyxy=(1354,177,1790,200)
section-8-heading: 8. Τέλη Δημοτικών Νεκροταφείων (Άρθρο 19 Β.Δ.24-9/20-10-58, Άρθρο 17 Ν.1080/80 και Α.Δ.Σ. Προστασίας της Περιοχής Δόμησης & Περιβάλλοντος της Δ/νσης Πολεοδομικού Σχεδιασμού 281/2012 «Ψήφιση κανονισμού λειτουργίας κοιμητηρίων Δήμου Πάρου»). xyxy=(906,846,1342,880)
s3b-text-a: Για όλη τη διοικητική περιφέρεια του Δήμου Πάρου 13,50€/τ.μ. μηνιαίως xyxy=(10,914,303,926)
zone-fees-table xyxy=(10,291,446,837)
zone-name: Α' ΖΩΝΗ xyxy=(115,292,393,306)
c2-p43: Για διαφημίσεις που αναγράφονται ή αναρτώνται ή επικολλούνται: xyxy=(458,1160,727,1172)
slaughter-table-cell: 20,00 xyxy=(1640,283,1694,298)
zone-price: 27,00 xyxy=(393,454,445,468)
slaughter-table-cell: ΜΙΚΡΟΙ ΜΟΣΧΟΙ ΕΩΣ 8 ΜΗΝΩΝ xyxy=(1369,268,1533,283)
slaughter-table-row xyxy=(1355,283,1790,298)
quarries-aggregates-heading: Α. Λατομεία αδρανών υλικών xyxy=(1354,491,1483,503)
zone-row xyxy=(11,362,446,376)
c3-p34: Δικαίωμα Ταφής : εκατόν πενήντα ευρώ (150,00 €) xyxy=(906,893,1114,905)
slaughter-table-cell: 50,00 xyxy=(1640,253,1694,268)
slaughterhouse-fees-heading: ΤΕΛΗ ΧΡΗΣΗΣ ΣΦΑΓΕΙΟΥ (ΧΩΡΙΣ ΤΗΝ ΑΜΟΙΒΗ ΤΟΥ ΕΚΔΟΡΟΣΦΑΓΕΑ) xyxy=(1354,201,1671,212)
c4-p8: Ειδική εισφορά εφαρμογής ρυμοτομικών σχεδίων, που ορίζεται στο άρθρο 34 του ν. 4067/2012. xyxy=(1354,130,1746,142)
zone-area xyxy=(11,510,115,524)
stabling-table-cell: 0,39 xyxy=(1626,443,1682,458)
stabling-table-cell: 1,17 xyxy=(1626,398,1682,413)
zone-name: Α' ΖΩΝΗ xyxy=(115,694,393,708)
s3d-text-2: 2. Τέλος χρήσης δημοτικού (κοινόχρηστου) χώρου για την άσκηση υπαίθριου εμπορίου με στάσιμη δραστηριότητα από παραγωγούς-πωλητές (αγρότες) για πώληση μόνο οπωροκηπευτικών προϊόντων στις ορισθείσες θέσεις από τις Δημοτικές Κοινότητες του Δήμου Πάρου, οι οποίοι είναι κάτοχοι αδειών υπαίθριου εμπορίου (ως παραγωγοί – πωλητές, αγρότες), το ποσό των 50,00€ ετησίως / ανά θέση με την υποχρέωση έκδοσης αντίστοιχης άδειας κατάληψης χώρου από την αρμόδια υπηρεσία του Δήμου. xyxy=(10,1324,446,1381)
